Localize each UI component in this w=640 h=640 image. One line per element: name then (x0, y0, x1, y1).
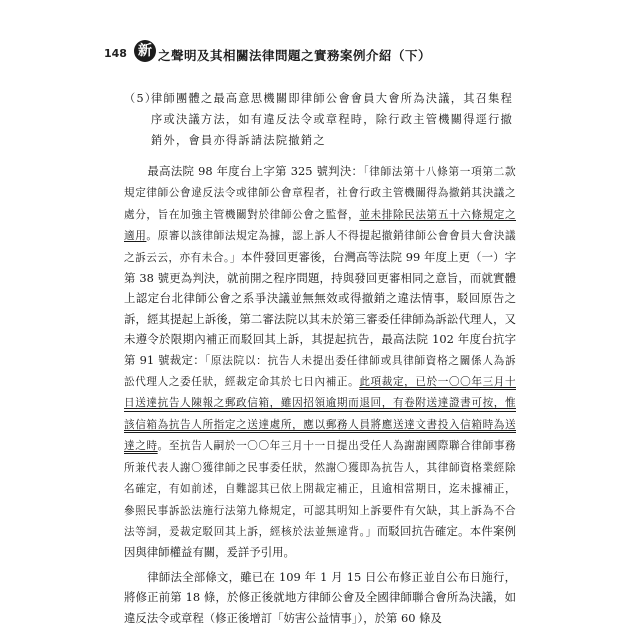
chapter-badge-icon: 新 (134, 40, 156, 62)
quote-text: 。原審以該律師法規定為據，認上訴人不得提起撤銷律師公會會員大會決議之訴云云，亦有未合。」 (124, 230, 516, 264)
running-title: 之聲明及其相關法律問題之實務案例介紹（下） (158, 48, 432, 63)
quote-underlined: 此項裁定，已於一〇〇年三月十日送達抗告人陳報之郵政信箱，雖因招領逾期而退回，有卷附送達證書可按，惟該信箱為抗告人所指定之送達處所，應以郵務人員將應送達文書投入信箱時為送達之時 (124, 376, 516, 453)
item-marker: （5） (124, 92, 158, 105)
quote-underlined: 並未排除民法第五十六條規定之適用 (124, 208, 516, 243)
list-item-5 (124, 88, 516, 151)
page-header (104, 40, 524, 68)
paragraph-lawyer-act (124, 567, 516, 628)
quote-text: 。至抗告人嗣於一〇〇年三月十一日提出受任人為謝謝國際聯合律師事務所兼代表人謝〇獲律師之民事委任狀，然謝〇獲即為抗告人，其律師資格業經除名確定，有如前述，自難認其已依上開裁定補正，且逾相當期日，迄未據補正，參照民事訴訟法施行法第九條規定，可認其明知上訴要件有欠缺，其上訴為不合法等詞，爰裁定駁回其上訴，經核於法並無違背。」 (124, 440, 517, 538)
paragraph-lead: 最高法院 98 年度台上字第 325 號判決： (124, 164, 364, 178)
item-text: 律師團體之最高意思機關即律師公會會員大會所為決議，其召集程序或決議方法，如有違反法令或章程時，除行政主管機關得逕行撤銷外，會員亦得訴請法院撤銷之 (151, 92, 514, 147)
quote-text: 「原法院以：抗告人未提出委任律師或具律師資格之關係人為訴訟代理人之委任狀，經裁定命其於七日內補正。 (124, 354, 516, 389)
paragraph-text: 律師法全部條文，雖已在 109 年 1 月 15 日公布修正並自公布日施行，將修正前第 18 條，於修正後就地方律師公會及全國律師聯合會所為決議，如違反法令或章程（修正後增訂「妨害公益情事」），於第 60 條及 (124, 569, 516, 625)
paragraph-text: 本件發回更審後，台灣高等法院 99 年度上更（一）字第 38 號更為判決，就前開之程序問題，持與發回更審相同之意旨，而就實體上認定台北律師公會之系爭決議並無無效或得撤銷之違法情事，駁回原告之訴，經其提起上訴後，第二審法院以其未於第三審委任律師為訴訟代理人，又未遵令於限期內補正而駁回其上訴，其提起抗告，最高法院 102 年度台抗字第 91 號裁定： (124, 249, 516, 367)
quote-text: 「律師法第十八條第一項第二款規定律師公會違反法令或律師公會章程者，社會行政主管機關得為撤銷其決議之處分，旨在加強主管機關對於律師公會之監督， (124, 166, 516, 221)
paragraph-text: 而駁回抗告確定。本件案例因與律師權益有關，爰詳予引用。 (124, 523, 516, 560)
page-number: 148 (104, 47, 127, 60)
page-body (124, 88, 516, 628)
paragraph-supreme-court (124, 161, 516, 563)
